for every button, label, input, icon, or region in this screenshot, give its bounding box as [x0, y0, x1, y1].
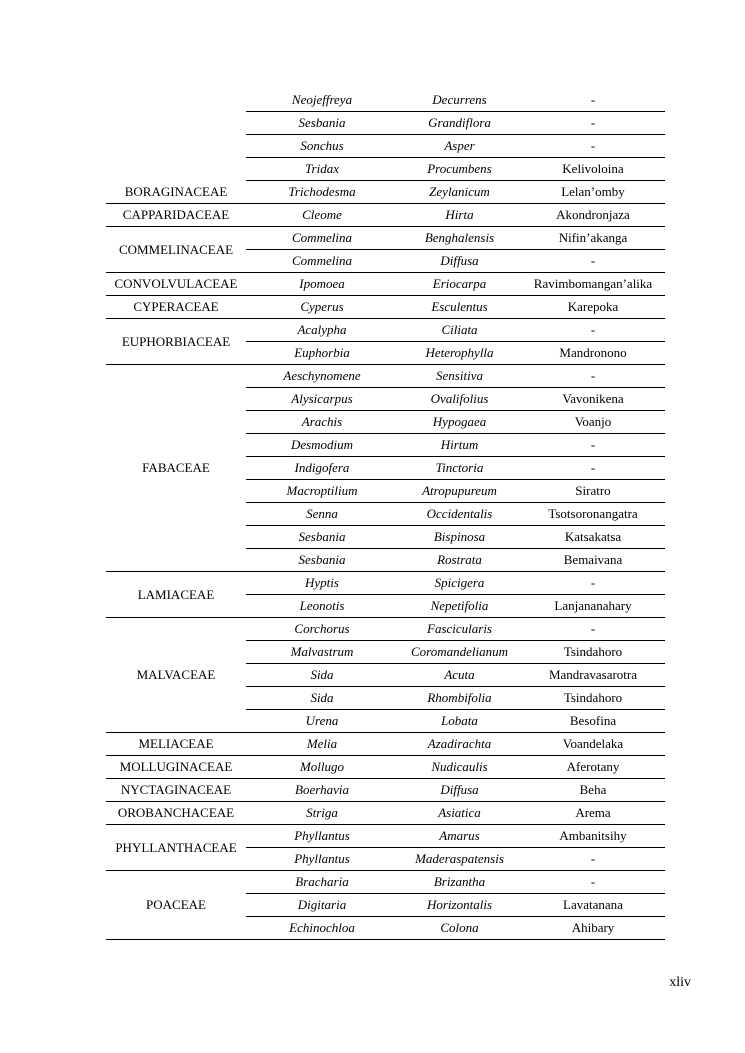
genus-cell: Corchorus — [246, 618, 398, 641]
family-cell: POACEAE — [106, 871, 246, 940]
epithet-cell: Hirtum — [398, 434, 521, 457]
genus-cell: Sesbania — [246, 549, 398, 572]
epithet-cell: Ovalifolius — [398, 388, 521, 411]
vernacular-name-cell: Lanjananahary — [521, 595, 665, 618]
vernacular-name-cell: Ambanitsihy — [521, 825, 665, 848]
epithet-cell: Sensitiva — [398, 365, 521, 388]
vernacular-name-cell: Ravimbomangan’alika — [521, 273, 665, 296]
family-cell: MALVACEAE — [106, 618, 246, 733]
epithet-cell: Tinctoria — [398, 457, 521, 480]
family-cell: LAMIACEAE — [106, 572, 246, 618]
epithet-cell: Asper — [398, 135, 521, 158]
epithet-cell: Colona — [398, 917, 521, 940]
genus-cell: Mollugo — [246, 756, 398, 779]
genus-cell: Melia — [246, 733, 398, 756]
epithet-cell: Procumbens — [398, 158, 521, 181]
table-row — [106, 89, 665, 112]
vernacular-name-cell: Katsakatsa — [521, 526, 665, 549]
genus-cell: Aeschynomene — [246, 365, 398, 388]
genus-cell: Acalypha — [246, 319, 398, 342]
vernacular-name-cell: - — [521, 250, 665, 273]
vernacular-name-cell: Voandelaka — [521, 733, 665, 756]
epithet-cell: Hirta — [398, 204, 521, 227]
vernacular-name-cell: - — [521, 89, 665, 112]
vernacular-name-cell: - — [521, 871, 665, 894]
genus-cell: Ipomoea — [246, 273, 398, 296]
family-cell: CAPPARIDACEAE — [106, 204, 246, 227]
genus-cell: Bracharia — [246, 871, 398, 894]
table-row — [106, 618, 665, 641]
vernacular-name-cell: Besofina — [521, 710, 665, 733]
epithet-cell: Atropupureum — [398, 480, 521, 503]
genus-cell: Hyptis — [246, 572, 398, 595]
epithet-cell: Esculentus — [398, 296, 521, 319]
genus-cell: Senna — [246, 503, 398, 526]
epithet-cell: Eriocarpa — [398, 273, 521, 296]
table-row — [106, 273, 665, 296]
vernacular-name-cell: Beha — [521, 779, 665, 802]
species-table-body — [106, 89, 665, 940]
epithet-cell: Hypogaea — [398, 411, 521, 434]
epithet-cell: Decurrens — [398, 89, 521, 112]
table-row — [106, 825, 665, 848]
family-cell: OROBANCHACEAE — [106, 802, 246, 825]
table-row — [106, 227, 665, 250]
page-number: xliv — [669, 975, 691, 990]
vernacular-name-cell: Lelan’omby — [521, 181, 665, 204]
family-cell: EUPHORBIACEAE — [106, 319, 246, 365]
vernacular-name-cell: Voanjo — [521, 411, 665, 434]
genus-cell: Neojeffreya — [246, 89, 398, 112]
table-row — [106, 572, 665, 595]
family-cell — [106, 89, 246, 181]
genus-cell: Macroptilium — [246, 480, 398, 503]
table-row — [106, 204, 665, 227]
epithet-cell: Nepetifolia — [398, 595, 521, 618]
vernacular-name-cell: Siratro — [521, 480, 665, 503]
genus-cell: Euphorbia — [246, 342, 398, 365]
vernacular-name-cell: - — [521, 135, 665, 158]
vernacular-name-cell: - — [521, 365, 665, 388]
vernacular-name-cell: Akondronjaza — [521, 204, 665, 227]
genus-cell: Malvastrum — [246, 641, 398, 664]
epithet-cell: Rhombifolia — [398, 687, 521, 710]
vernacular-name-cell: Bemaivana — [521, 549, 665, 572]
genus-cell: Indigofera — [246, 457, 398, 480]
epithet-cell: Amarus — [398, 825, 521, 848]
table-row — [106, 802, 665, 825]
vernacular-name-cell: Tsotsoronangatra — [521, 503, 665, 526]
genus-cell: Sida — [246, 687, 398, 710]
genus-cell: Cyperus — [246, 296, 398, 319]
epithet-cell: Spicigera — [398, 572, 521, 595]
family-cell: COMMELINACEAE — [106, 227, 246, 273]
vernacular-name-cell: - — [521, 457, 665, 480]
epithet-cell: Nudicaulis — [398, 756, 521, 779]
epithet-cell: Zeylanicum — [398, 181, 521, 204]
table-row — [106, 756, 665, 779]
epithet-cell: Lobata — [398, 710, 521, 733]
vernacular-name-cell: - — [521, 434, 665, 457]
table-row — [106, 365, 665, 388]
table-row — [106, 181, 665, 204]
family-cell: MELIACEAE — [106, 733, 246, 756]
genus-cell: Alysicarpus — [246, 388, 398, 411]
vernacular-name-cell: - — [521, 618, 665, 641]
genus-cell: Commelina — [246, 227, 398, 250]
family-cell: PHYLLANTHACEAE — [106, 825, 246, 871]
genus-cell: Desmodium — [246, 434, 398, 457]
vernacular-name-cell: Lavatanana — [521, 894, 665, 917]
genus-cell: Boerhavia — [246, 779, 398, 802]
epithet-cell: Ciliata — [398, 319, 521, 342]
genus-cell: Trichodesma — [246, 181, 398, 204]
vernacular-name-cell: Kelivoloina — [521, 158, 665, 181]
vernacular-name-cell: - — [521, 848, 665, 871]
epithet-cell: Maderaspatensis — [398, 848, 521, 871]
vernacular-name-cell: - — [521, 572, 665, 595]
epithet-cell: Rostrata — [398, 549, 521, 572]
genus-cell: Striga — [246, 802, 398, 825]
family-cell: MOLLUGINACEAE — [106, 756, 246, 779]
family-cell: CONVOLVULACEAE — [106, 273, 246, 296]
epithet-cell: Diffusa — [398, 779, 521, 802]
epithet-cell: Acuta — [398, 664, 521, 687]
vernacular-name-cell: - — [521, 319, 665, 342]
vernacular-name-cell: Tsindahoro — [521, 641, 665, 664]
table-row — [106, 871, 665, 894]
epithet-cell: Grandiflora — [398, 112, 521, 135]
table-row — [106, 319, 665, 342]
genus-cell: Echinochloa — [246, 917, 398, 940]
table-row — [106, 296, 665, 319]
vernacular-name-cell: Mandravasarotra — [521, 664, 665, 687]
species-table — [106, 89, 665, 940]
epithet-cell: Diffusa — [398, 250, 521, 273]
vernacular-name-cell: - — [521, 112, 665, 135]
family-cell: NYCTAGINACEAE — [106, 779, 246, 802]
family-cell: FABACEAE — [106, 365, 246, 572]
genus-cell: Phyllantus — [246, 825, 398, 848]
epithet-cell: Brizantha — [398, 871, 521, 894]
vernacular-name-cell: Nifin’akanga — [521, 227, 665, 250]
genus-cell: Sesbania — [246, 112, 398, 135]
genus-cell: Sonchus — [246, 135, 398, 158]
vernacular-name-cell: Karepoka — [521, 296, 665, 319]
genus-cell: Urena — [246, 710, 398, 733]
table-row — [106, 779, 665, 802]
vernacular-name-cell: Vavonikena — [521, 388, 665, 411]
table-row — [106, 733, 665, 756]
genus-cell: Tridax — [246, 158, 398, 181]
epithet-cell: Benghalensis — [398, 227, 521, 250]
epithet-cell: Asiatica — [398, 802, 521, 825]
vernacular-name-cell: Tsindahoro — [521, 687, 665, 710]
genus-cell: Commelina — [246, 250, 398, 273]
epithet-cell: Occidentalis — [398, 503, 521, 526]
genus-cell: Sida — [246, 664, 398, 687]
genus-cell: Leonotis — [246, 595, 398, 618]
genus-cell: Digitaria — [246, 894, 398, 917]
genus-cell: Sesbania — [246, 526, 398, 549]
epithet-cell: Bispinosa — [398, 526, 521, 549]
epithet-cell: Fascicularis — [398, 618, 521, 641]
genus-cell: Arachis — [246, 411, 398, 434]
family-cell: CYPERACEAE — [106, 296, 246, 319]
genus-cell: Cleome — [246, 204, 398, 227]
epithet-cell: Coromandelianum — [398, 641, 521, 664]
vernacular-name-cell: Aferotany — [521, 756, 665, 779]
epithet-cell: Azadirachta — [398, 733, 521, 756]
genus-cell: Phyllantus — [246, 848, 398, 871]
epithet-cell: Heterophylla — [398, 342, 521, 365]
vernacular-name-cell: Arema — [521, 802, 665, 825]
epithet-cell: Horizontalis — [398, 894, 521, 917]
vernacular-name-cell: Mandronono — [521, 342, 665, 365]
family-cell: BORAGINACEAE — [106, 181, 246, 204]
vernacular-name-cell: Ahibary — [521, 917, 665, 940]
